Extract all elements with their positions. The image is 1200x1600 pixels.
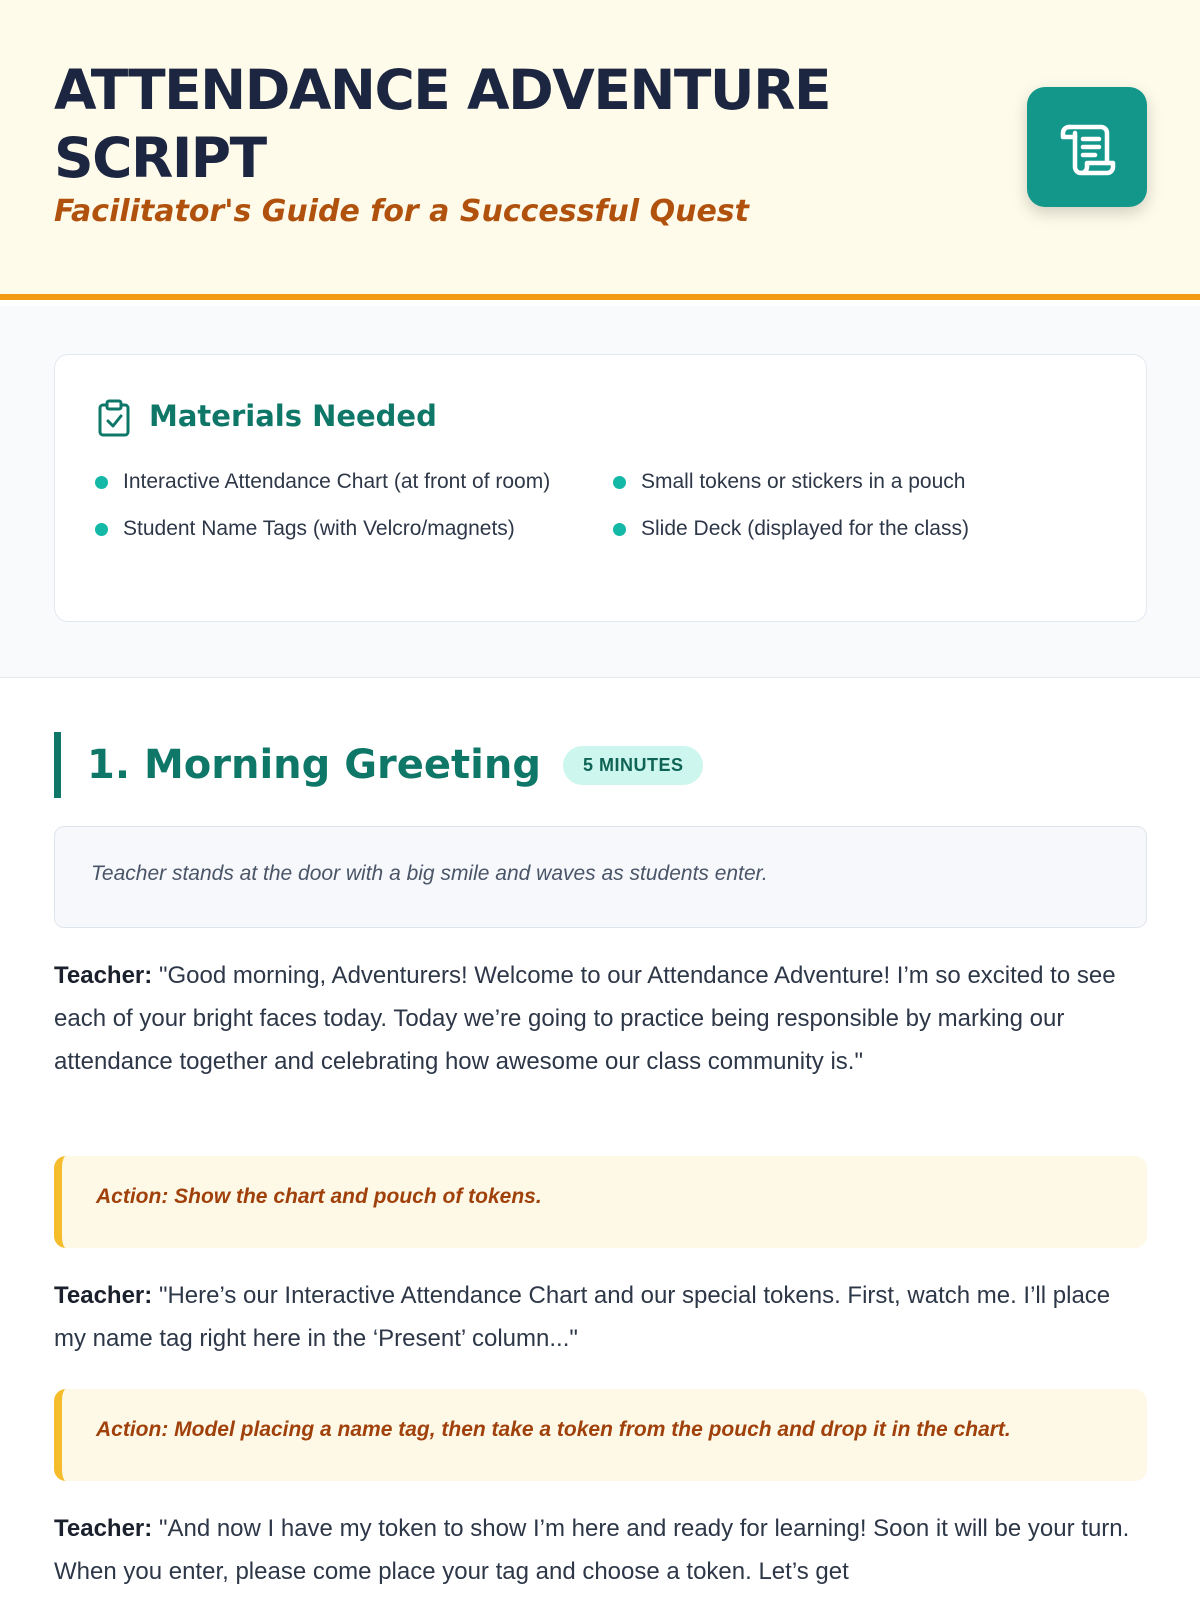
- dialogue-text: "And now I have my token to show I’m here and ready for learning! Soon it will be your turn. When you enter, please come place your tag and choose a token. Let’s get: [54, 1515, 1130, 1585]
- materials-title: Materials Needed: [149, 399, 437, 433]
- duration-badge: 5 MINUTES: [563, 746, 704, 785]
- materials-band: [0, 306, 1200, 678]
- list-item: Small tokens or stickers in a pouch: [613, 465, 1113, 498]
- dialogue-text: "Good morning, Adventurers! Welcome to our Attendance Adventure! I’m so excited to see each of your bright faces today. Today we’re going to practice being responsible by marking our attendance together and celebrating how awesome our class community is.": [54, 962, 1116, 1075]
- list-item: Student Name Tags (with Velcro/magnets): [95, 512, 575, 545]
- action-callout: Action: Show the chart and pouch of tokens.: [54, 1156, 1147, 1248]
- list-item: Interactive Attendance Chart (at front of room): [95, 465, 575, 498]
- speaker-label: Teacher:: [54, 1282, 153, 1309]
- bullet-icon: [95, 523, 108, 536]
- list-item: Slide Deck (displayed for the class): [613, 512, 1113, 545]
- materials-list-left: [95, 465, 575, 559]
- page-subtitle: Facilitator's Guide for a Successful Quest: [54, 194, 749, 229]
- teacher-line: [54, 1507, 1147, 1593]
- teacher-line: [54, 1274, 1147, 1360]
- bullet-icon: [613, 476, 626, 489]
- scroll-icon: [1055, 115, 1119, 179]
- stage-direction: Teacher stands at the door with a big smile and waves as students enter.: [54, 826, 1147, 928]
- teacher-line: [54, 954, 1147, 1083]
- bullet-icon: [613, 523, 626, 536]
- clipboard-check-icon: [97, 399, 131, 437]
- speaker-label: Teacher:: [54, 962, 153, 989]
- dialogue-text: "Here’s our Interactive Attendance Chart and our special tokens. First, watch me. I’ll place my name tag right here in the ‘Present’ column...": [54, 1282, 1111, 1352]
- section-heading: [54, 732, 703, 798]
- logo-badge: [1027, 87, 1147, 207]
- page-title: ATTENDANCE ADVENTURE SCRIPT: [54, 58, 831, 190]
- section-title: 1. Morning Greeting: [87, 742, 541, 788]
- materials-card: [54, 354, 1147, 622]
- action-callout: Action: Model placing a name tag, then take a token from the pouch and drop it in the chart.: [54, 1389, 1147, 1481]
- materials-list-right: [613, 465, 1113, 559]
- speaker-label: Teacher:: [54, 1515, 153, 1542]
- bullet-icon: [95, 476, 108, 489]
- page-header: [0, 0, 1200, 300]
